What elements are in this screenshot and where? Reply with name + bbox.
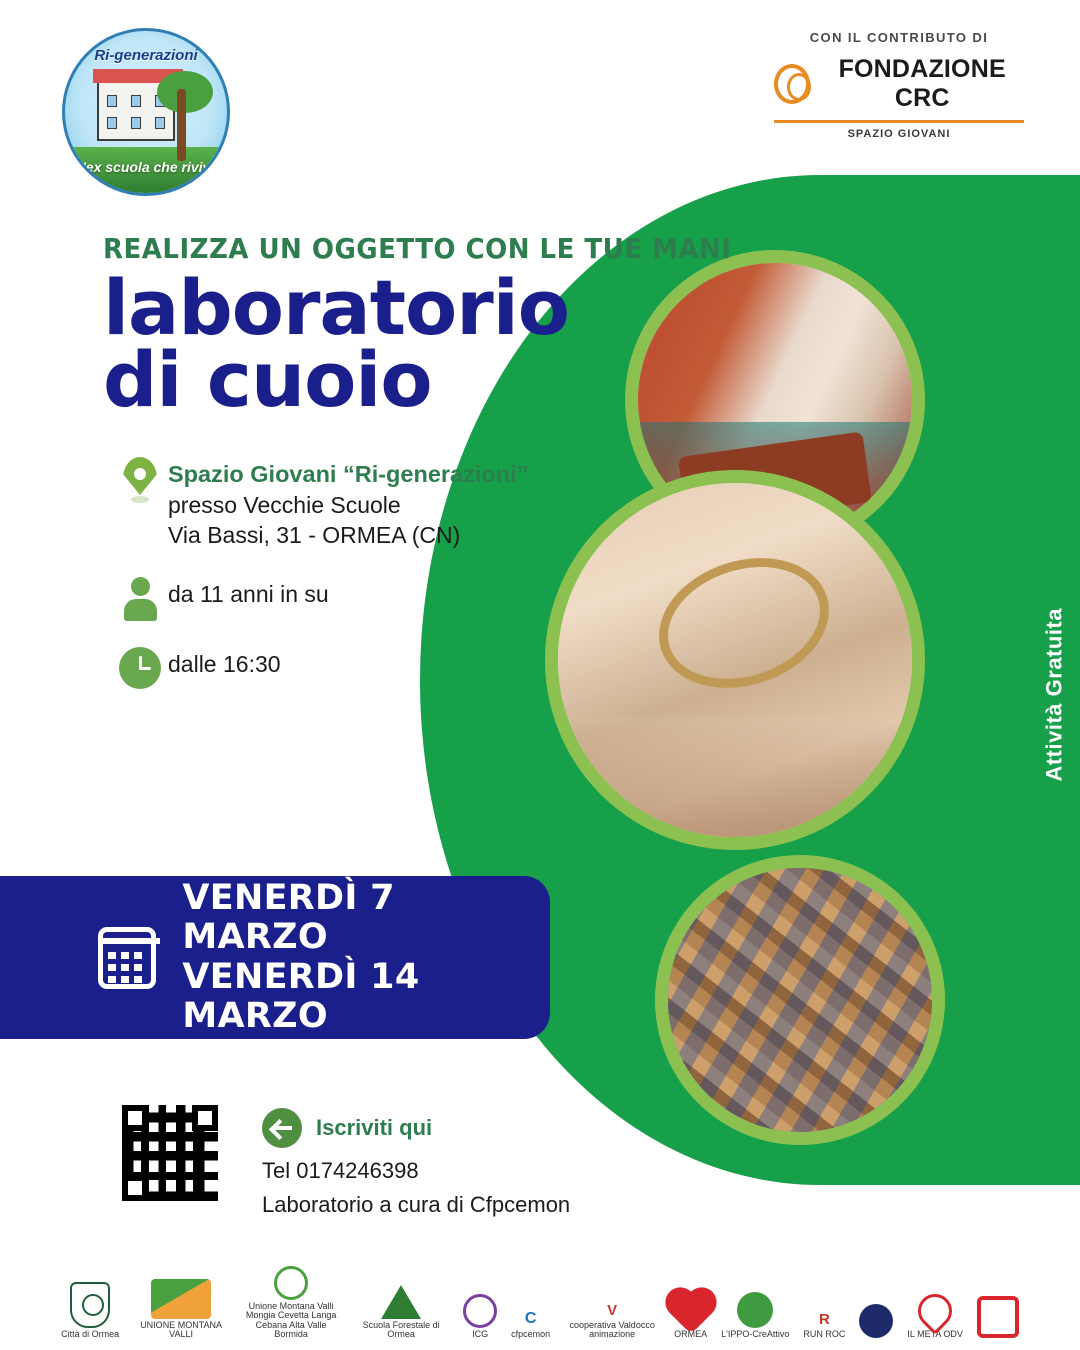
person-icon — [112, 575, 168, 621]
logo-title-top: Ri-generazioni — [94, 47, 198, 64]
location-pin-icon — [112, 455, 168, 503]
circle-green-icon — [274, 1266, 308, 1300]
calendar-icon — [98, 927, 156, 989]
cfpcemon-icon: C — [524, 1310, 537, 1328]
info-location-place: presso Vecchie Scuole — [168, 492, 401, 519]
signup-block — [262, 1108, 570, 1218]
valdocco-icon: V — [607, 1301, 618, 1319]
date-text — [182, 879, 550, 1036]
footer-logo-il-meta — [907, 1254, 963, 1340]
footer-logo-valdocco — [564, 1254, 660, 1340]
sponsor-name: FONDAZIONE CRC — [838, 55, 1006, 112]
footer-logo-caption: ORMEA — [674, 1329, 708, 1340]
date-line-2: VENERDÌ 14 MARZO — [182, 956, 420, 1036]
rigenerazioni-logo — [62, 28, 230, 196]
free-activity-badge: Attività Gratuita — [1042, 608, 1067, 782]
fondazione-crc-icon — [774, 64, 810, 104]
footer-logo-caption: cfpcemon — [511, 1329, 551, 1340]
info-time-text: dalle 16:30 — [168, 650, 281, 677]
footer-logo-caption: Unione Montana Valli Mongia Cevetta Langa Cebana Alta Valle Bormida — [245, 1300, 337, 1340]
footer-logo-icg — [463, 1254, 497, 1340]
event-info-list — [112, 455, 528, 713]
signup-phone: Tel 0174246398 — [262, 1158, 419, 1183]
qr-code[interactable] — [122, 1105, 218, 1201]
runroc-icon: R — [818, 1311, 830, 1329]
footer-logo-unione-montana — [243, 1254, 339, 1340]
footer-logo-caption: RUN ROC — [803, 1329, 846, 1340]
tree-icon — [737, 1292, 773, 1328]
footer-logo-caption: Città di Ormea — [61, 1329, 120, 1340]
info-row-time — [112, 645, 528, 689]
heart-outline-icon — [918, 1294, 952, 1328]
info-location-venue: Spazio Giovani “Ri-generazioni” — [168, 461, 529, 487]
sponsor-sub: SPAZIO GIOVANI — [847, 128, 951, 140]
info-row-age — [112, 575, 528, 621]
signup-note: Laboratorio a cura di Cfpcemon — [262, 1192, 571, 1217]
sponsor-divider — [774, 120, 1024, 123]
sponsor-kicker: CON IL CONTRIBUTO DI — [809, 30, 989, 45]
footer-logo-cfpcemon — [511, 1254, 550, 1340]
mountain-icon — [151, 1279, 211, 1319]
footer-logo-caption: cooperativa Valdocco animazione — [569, 1319, 655, 1340]
footer-logo-caption: ICG — [472, 1329, 489, 1340]
footer-logo-run-roc — [803, 1254, 845, 1340]
footer-logo-lippo-creattivo — [721, 1254, 789, 1340]
heart-icon — [676, 1298, 706, 1328]
photo-leather-bracelet-hands — [545, 470, 925, 850]
footer-logo-strip — [0, 1249, 1080, 1344]
footer-logo-caption: IL META ODV — [907, 1329, 963, 1340]
sponsor-block — [774, 30, 1024, 140]
footer-logo-associazione-navy — [859, 1254, 893, 1340]
navy-circle-icon — [859, 1304, 893, 1338]
clock-icon — [112, 645, 168, 689]
poster-kicker: REALIZZA UN OGGETTO CON LE TUE MANI — [103, 232, 732, 265]
info-row-location — [112, 455, 528, 551]
footer-logo-unione-montana-valli — [133, 1254, 229, 1340]
pine-tree-icon — [381, 1285, 421, 1319]
footer-logo-citta-di-ormea — [61, 1254, 119, 1340]
info-location-text — [168, 455, 528, 551]
logo-title-bottom: L'ex scuola che rivive — [73, 159, 219, 175]
photo-leather-bracelets-display — [655, 855, 945, 1145]
signup-link[interactable]: Iscriviti qui — [316, 1115, 433, 1140]
seal-icon — [70, 1282, 110, 1328]
page-title-line2: di cuoio — [103, 335, 432, 425]
footer-logo-ormea — [674, 1254, 707, 1340]
ring-purple-icon — [463, 1294, 497, 1328]
footer-logo-heart-association — [977, 1254, 1019, 1340]
logo-ring — [62, 28, 230, 196]
page-title — [103, 263, 570, 425]
arrow-left-icon[interactable] — [262, 1108, 302, 1148]
date-line-1: VENERDÌ 7 MARZO — [182, 878, 395, 958]
page-title-line1: laboratorio — [103, 263, 570, 352]
heart-box-icon — [977, 1296, 1019, 1338]
info-age-text: da 11 anni in su — [168, 580, 329, 607]
date-banner — [0, 876, 550, 1039]
footer-logo-caption: UNIONE MONTANA VALLI — [140, 1319, 223, 1340]
footer-logo-scuola-forestale — [353, 1254, 449, 1340]
footer-logo-caption: Scuola Forestale di Ormea — [362, 1319, 440, 1340]
logo-tree-trunk — [177, 89, 186, 161]
footer-logo-caption: L'IPPO-CreAttivo — [721, 1329, 790, 1340]
info-location-address: Via Bassi, 31 - ORMEA (CN) — [168, 522, 461, 549]
